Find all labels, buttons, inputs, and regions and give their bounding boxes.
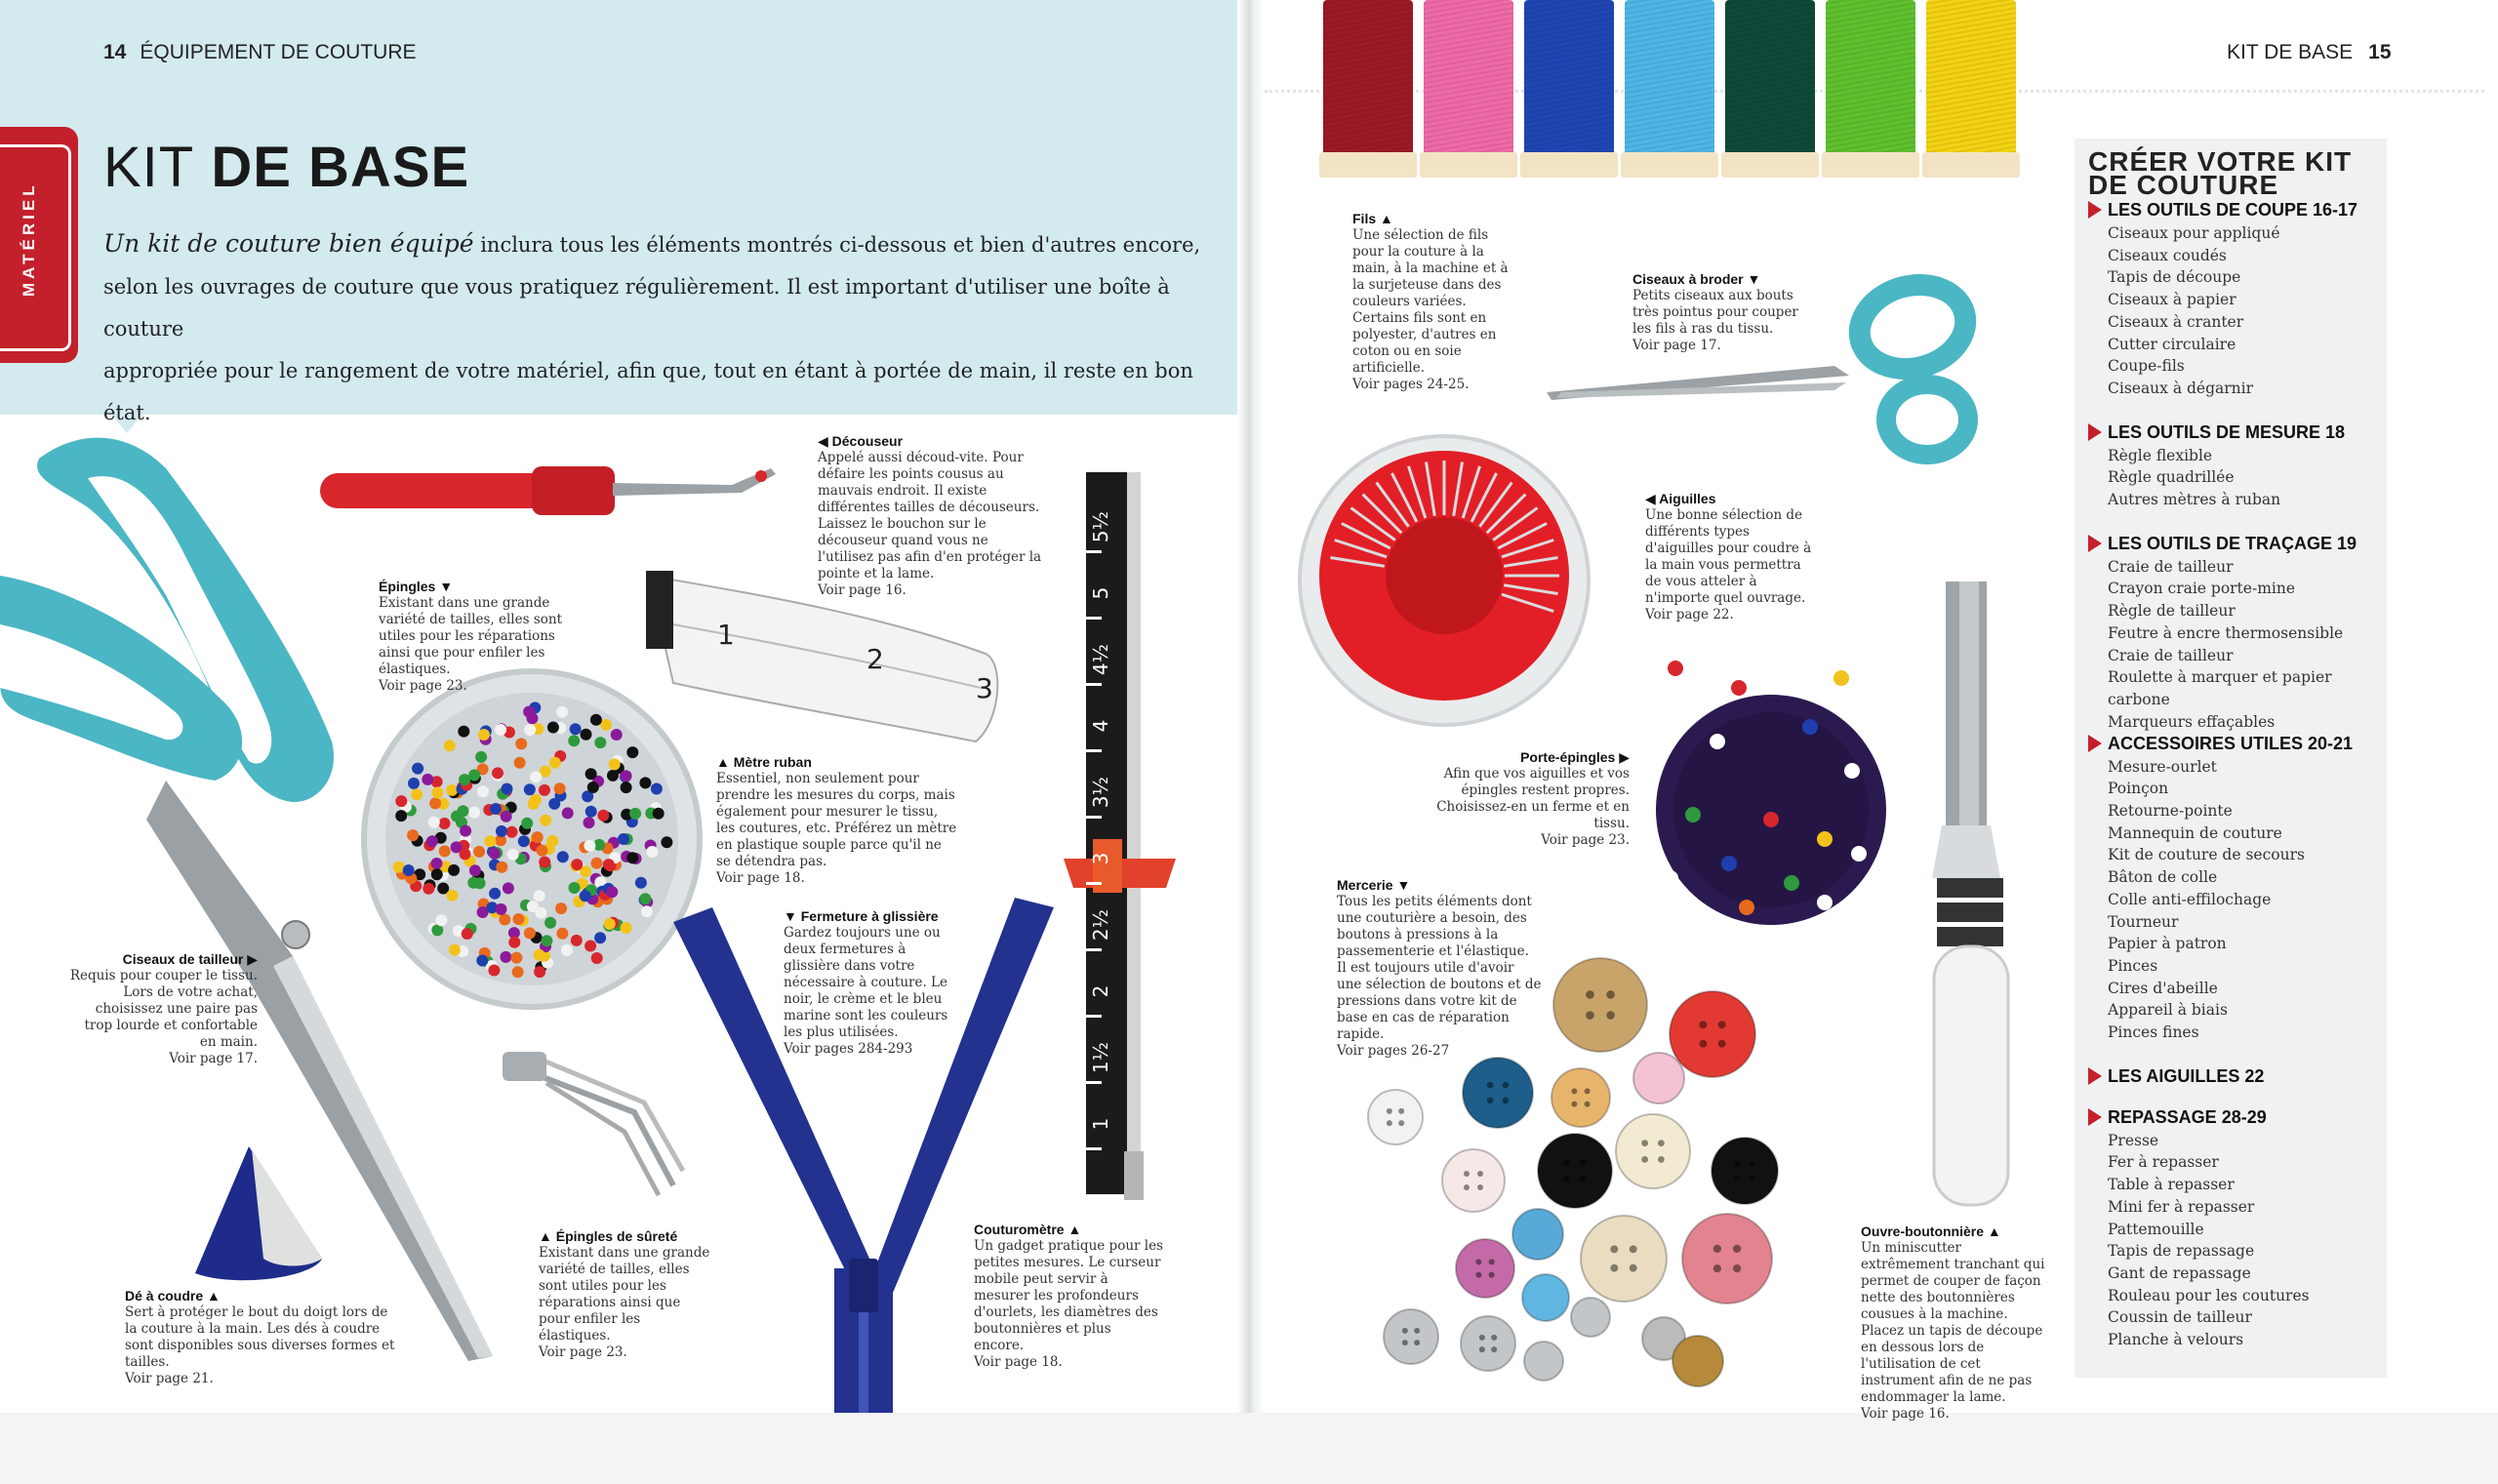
sidebar-section	[2088, 1104, 2310, 1351]
sidebar-list-item: Tourneur	[2108, 912, 2179, 931]
button-hole	[1585, 1088, 1591, 1094]
button-hole	[1387, 1108, 1392, 1114]
button-hole	[1749, 1160, 1754, 1166]
sidebar-list-item: Colle anti-effilochage	[2108, 890, 2272, 908]
sidebar-list-item: Rouleau pour les coutures	[2108, 1286, 2310, 1304]
sidebar-section-heading: REPASSAGE 28-29	[2088, 1104, 2310, 1130]
caption-metre-ruban: ▲ Mètre ruban Essentiel, non seulement pour prendre les mesures du corps, mais également pour mesurer le tissu, les coutures, etc. Préférez un mètre en plastique souple parce qu'il ne se détendra pas. Voir page 18.	[716, 754, 957, 886]
button-hole	[1477, 1171, 1483, 1177]
gauge-number: 1	[1089, 1117, 1112, 1131]
button-hole	[1479, 1346, 1485, 1352]
gauge-number: 2½	[1089, 908, 1112, 942]
sidebar-list-item: Cires d'abeille	[2108, 979, 2218, 997]
button-item	[1522, 1274, 1569, 1321]
sidebar-list-item: Bâton de colle	[2108, 868, 2218, 887]
button-hole	[1586, 990, 1594, 999]
sidebar-list-item: Planche à velours	[2108, 1331, 2244, 1349]
sidebar-section	[2088, 531, 2387, 734]
button-item	[1463, 1058, 1533, 1128]
button-hole	[1641, 1156, 1648, 1163]
button-hole	[1398, 1108, 1404, 1114]
sidebar-list-item: Pattemouille	[2108, 1220, 2204, 1238]
sidebar-list-item: Ciseaux à cranter	[2108, 312, 2244, 331]
caption-ciseaux-broder: Ciseaux à broder ▼ Petits ciseaux aux bouts très pointus pour couper les fils à ras du tissu. Voir page 17.	[1632, 271, 1798, 353]
sidebar-list-item: Ciseaux coudés	[2108, 246, 2227, 264]
button-hole	[1734, 1160, 1740, 1166]
sidebar-title: CRÉER VOTRE KIT DE COUTURE	[2088, 146, 2353, 200]
button-hole	[1489, 1272, 1495, 1278]
sidebar-list-item: Fer à repasser	[2108, 1153, 2219, 1172]
button-hole	[1571, 1088, 1577, 1094]
sidebar-list-item: Crayon craie porte-mine	[2108, 580, 2296, 598]
sidebar-section-heading: LES AIGUILLES 22	[2088, 1063, 2264, 1089]
buttonhole-cutter-icon	[1932, 582, 2008, 1205]
sidebar-list-item: Cutter circulaire	[2108, 335, 2236, 353]
button-hole	[1641, 1140, 1648, 1146]
button-item	[1581, 1216, 1667, 1302]
title-kit: KIT	[103, 136, 195, 199]
intro-line-1: inclura tous les éléments montrés ci-dessous et bien d'autres encore,	[473, 233, 1201, 257]
sidebar-list-item: Autres mètres à ruban	[2108, 491, 2281, 508]
button-item	[1551, 1068, 1610, 1127]
button-hole	[1699, 1040, 1707, 1048]
sidebar-list-item: Ciseaux à papier	[2108, 291, 2236, 309]
gauge-number: 4½	[1089, 643, 1112, 676]
button-item	[1672, 1336, 1723, 1386]
intro-lead: Un kit de couture bien équipé	[103, 229, 474, 258]
sidebar-list-item: Marqueurs effaçables	[2108, 712, 2276, 731]
cushion-pin-head	[1668, 661, 1683, 676]
sidebar-list-item: Craie de tailleur	[2108, 557, 2234, 576]
sidebar-box	[2075, 139, 2387, 1378]
sidebar-section-heading: LES OUTILS DE COUPE 16-17	[2088, 197, 2357, 222]
caption-epingles-surete: ▲ Épingles de sûreté Existant dans une grande variété de tailles, elles sont utiles pour les réparations ainsi que pour enfiler les élastiques. Voir page 23.	[539, 1228, 710, 1360]
gauge-number: 5½	[1089, 510, 1112, 543]
sidebar-list-item: Mesure-ourlet	[2108, 757, 2217, 776]
button-hole	[1479, 1335, 1485, 1341]
chapter-title: ÉQUIPEMENT DE COUTURE	[140, 41, 417, 63]
sidebar-list-item: Retourne-pointe	[2108, 802, 2233, 820]
sidebar-section	[2088, 197, 2357, 400]
button-item	[1442, 1149, 1505, 1212]
button-hole	[1699, 1021, 1707, 1028]
sidebar-list-item: Mini fer à repasser	[2108, 1197, 2255, 1216]
section-tab-label: MATÉRIEL	[20, 181, 38, 297]
sidebar-section	[2088, 731, 2353, 1044]
cushion-pin-head	[1817, 895, 1833, 910]
button-item	[1670, 991, 1755, 1077]
caption-epingles: Épingles ▼ Existant dans une grande variété de tailles, elles sont utiles pour les réparations ainsi que pour enfiler les élastiques. Voir page 23.	[379, 579, 562, 694]
sidebar-list-item: Roulette à marquer et papier carbone	[2108, 668, 2332, 708]
button-item	[1538, 1134, 1612, 1208]
button-hole	[1487, 1082, 1493, 1088]
button-hole	[1491, 1335, 1497, 1341]
button-hole	[1563, 1159, 1570, 1166]
caption-ouvre-boutonniere: Ouvre-boutonnière ▲ Un miniscutter extrêmement tranchant qui permet de couper de façon nette des boutonnières cousues à la machine. Placez un tapis de découpe en dessous lors de l'utilisation de cet instrument afin de ne pas endommager la lame. Voir page 16.	[1861, 1223, 2045, 1422]
sidebar-list-item: Poinçon	[2108, 780, 2169, 798]
cushion-pin-head	[1784, 875, 1799, 891]
cushion-pin-head	[1685, 807, 1701, 822]
cushion-pin-head	[1817, 831, 1833, 847]
button-hole	[1491, 1346, 1497, 1352]
cushion-pin-head	[1851, 846, 1867, 862]
button-item	[1633, 1053, 1684, 1103]
caption-fermeture: ▼ Fermeture à glissière Gardez toujours une ou deux fermetures à glissière dans votre nécessaire à couture. Le noir, le crème et le bleu marine sont les couleurs les plus utilisées. Voir pages 284-293	[784, 908, 948, 1057]
sidebar-list-item: Appareil à biais	[2108, 1001, 2228, 1020]
caption-porte-epingles: Porte-épingles ▶ Afin que vos aiguilles et vos épingles restent propres. Choisissez-en un ferme et en tissu. Voir page 23.	[1436, 749, 1630, 848]
button-hole	[1503, 1098, 1509, 1103]
button-item	[1512, 1209, 1563, 1260]
cushion-pin-head	[1833, 670, 1849, 686]
caption-de-a-coudre: Dé à coudre ▲ Sert à protéger le bout du doigt lors de la couture à la main. Les dés à coudre sont disponibles sous diverses formes et tailles. Voir page 21.	[125, 1288, 395, 1386]
button-item	[1616, 1114, 1690, 1188]
button-hole	[1477, 1184, 1483, 1190]
cushion-pin-head	[1802, 719, 1818, 735]
button-hole	[1487, 1098, 1493, 1103]
button-item	[1553, 958, 1647, 1052]
button-hole	[1414, 1328, 1420, 1334]
caption-fils: Fils ▲ Une sélection de fils pour la couture à la main, à la machine et à la surjeteuse dans des couleurs variées. Certains fils sont en polyester, d'autres en coton ou en soie artificielle. Voir pages 24-25.	[1352, 211, 1509, 392]
gauge-number: 1½	[1089, 1041, 1112, 1074]
sidebar-list-item: Kit de couture de secours	[2108, 846, 2305, 864]
cushion-pin-head	[1710, 734, 1725, 749]
gauge-number: 3½	[1089, 776, 1112, 809]
button-item	[1571, 1298, 1610, 1337]
button-hole	[1713, 1245, 1721, 1253]
button-item	[1682, 1214, 1772, 1304]
gauge-number: 4	[1089, 719, 1112, 733]
sidebar-list-item: Tapis de repassage	[2108, 1242, 2255, 1261]
running-title: KIT DE BASE	[2227, 41, 2354, 63]
sidebar-list-item: Ciseaux pour appliqué	[2108, 224, 2280, 242]
button-item	[1456, 1239, 1514, 1298]
tape-number-2: 2	[866, 643, 884, 675]
button-hole	[1563, 1176, 1570, 1183]
sidebar-list-item: Règle flexible	[2108, 446, 2213, 464]
sidebar-list-item: Ciseaux à dégarnir	[2108, 379, 2254, 397]
button-hole	[1464, 1184, 1470, 1190]
sidebar-section	[2088, 420, 2345, 511]
button-hole	[1464, 1171, 1470, 1177]
caption-ciseaux-tailleur: Ciseaux de tailleur ▶ Requis pour couper le tissu. Lors de votre achat, choisissez une paire pas trop lourde et confortable en main. Voir page 17.	[69, 951, 258, 1066]
button-hole	[1733, 1245, 1741, 1253]
sidebar-list-item: Mannequin de couture	[2108, 823, 2282, 842]
button-hole	[1610, 1245, 1618, 1253]
intro-line-2: selon les ouvrages de couture que vous pratiquez régulièrement. Il est important d'utiliser une boîte à couture	[103, 275, 1170, 341]
button-item	[1368, 1090, 1423, 1144]
button-hole	[1571, 1102, 1577, 1107]
button-hole	[1586, 1011, 1594, 1020]
button-hole	[1475, 1272, 1481, 1278]
button-hole	[1733, 1264, 1741, 1272]
sidebar-list-item: Presse	[2108, 1131, 2159, 1149]
page-number-left: 14	[103, 41, 127, 63]
button-hole	[1606, 990, 1615, 999]
button-hole	[1585, 1102, 1591, 1107]
sidebar-list-item: Tapis de découpe	[2108, 268, 2241, 287]
button-item	[1384, 1309, 1438, 1364]
sidebar-list-item: Gant de repassage	[2108, 1263, 2251, 1282]
sidebar-list-item: Coupe-fils	[2108, 357, 2185, 376]
button-hole	[1718, 1040, 1726, 1048]
sidebar-section-heading: LES OUTILS DE TRAÇAGE 19	[2088, 531, 2387, 556]
button-hole	[1734, 1175, 1740, 1181]
gauge-number: 2	[1089, 984, 1112, 998]
sidebar-section-heading: ACCESSOIRES UTILES 20-21	[2088, 731, 2353, 756]
sidebar-list-item: Pinces	[2108, 956, 2158, 975]
button-hole	[1718, 1021, 1726, 1028]
button-hole	[1387, 1120, 1392, 1126]
button-hole	[1713, 1264, 1721, 1272]
caption-aiguilles: ◀ Aiguilles Une bonne sélection de différents types d'aiguilles pour coudre à la main vous permettra de vous atteler à n'importe quel ouvrage. Voir page 22.	[1645, 491, 1812, 622]
tape-number-3: 3	[976, 672, 993, 704]
intro-line-3: appropriée pour le rangement de votre matériel, afin que, tout en étant à portée de main, il reste en bon état.	[103, 359, 1193, 424]
sidebar-section	[2088, 1063, 2264, 1089]
gauge-number: 3	[1089, 852, 1112, 865]
cushion-pin-head	[1844, 763, 1860, 779]
button-hole	[1475, 1259, 1481, 1264]
button-hole	[1580, 1159, 1587, 1166]
sidebar-list-item: Table à repasser	[2108, 1176, 2235, 1194]
button-hole	[1749, 1175, 1754, 1181]
sidebar-section-heading: LES OUTILS DE MESURE 18	[2088, 420, 2345, 445]
button-hole	[1414, 1340, 1420, 1345]
caption-mercerie: Mercerie ▼ Tous les petits éléments dont une couturière a besoin, des boutons à pressions à la passementerie et l'élastique. Il est toujours utile d'avoir une sélection de boutons et de pressions dans votre kit de base en cas de réparation rapide. Voir pages 26-27	[1337, 877, 1542, 1059]
title-de-base: DE BASE	[211, 136, 470, 199]
button-hole	[1503, 1082, 1509, 1088]
cushion-pin-head	[1731, 680, 1747, 696]
button-item	[1461, 1316, 1515, 1371]
button-item	[1524, 1342, 1563, 1381]
button-hole	[1630, 1264, 1637, 1272]
button-hole	[1658, 1140, 1665, 1146]
button-hole	[1398, 1120, 1404, 1126]
sidebar-list-item: Règle de tailleur	[2108, 602, 2236, 621]
sidebar-list-item: Règle quadrillée	[2108, 468, 2235, 487]
caption-decouseur: ◀ Découseur Appelé aussi découd-vite. Pour défaire les points cousus au mauvais endroit. Il existe différentes tailles de découseurs. Laissez le bouchon sur le découseur quand vous ne l'utilisez pas afin d'en protéger la pointe et la lame. Voir page 16.	[818, 433, 1042, 598]
button-hole	[1489, 1259, 1495, 1264]
button-hole	[1630, 1245, 1637, 1253]
cushion-pin-head	[1663, 870, 1678, 886]
page-number-right: 15	[2368, 41, 2392, 63]
button-hole	[1402, 1340, 1408, 1345]
button-hole	[1580, 1176, 1587, 1183]
cushion-pin-head	[1763, 812, 1779, 827]
sidebar-list-item: Coussin de tailleur	[2108, 1308, 2252, 1327]
button-hole	[1606, 1011, 1615, 1020]
caption-couturometre: Couturomètre ▲ Un gadget pratique pour les petites mesures. Le curseur mobile peut servir à mesurer les profondeurs d'ourlets, les diamètres des boutonnières et plus encore. Voir page 18.	[974, 1222, 1163, 1370]
button-hole	[1402, 1328, 1408, 1334]
tape-number-1: 1	[717, 619, 735, 651]
cushion-pin-head	[1739, 900, 1754, 915]
sidebar-list-item: Feutre à encre thermosensible	[2108, 623, 2344, 642]
sidebar-list-item: Pinces fines	[2108, 1023, 2199, 1042]
cushion-pin-head	[1721, 856, 1737, 871]
button-item	[1712, 1138, 1778, 1204]
button-hole	[1610, 1264, 1618, 1272]
sidebar-list-item: Papier à patron	[2108, 935, 2227, 953]
gauge-number: 5	[1089, 586, 1112, 600]
sidebar-list-item: Craie de tailleur	[2108, 646, 2234, 664]
button-hole	[1658, 1156, 1665, 1163]
